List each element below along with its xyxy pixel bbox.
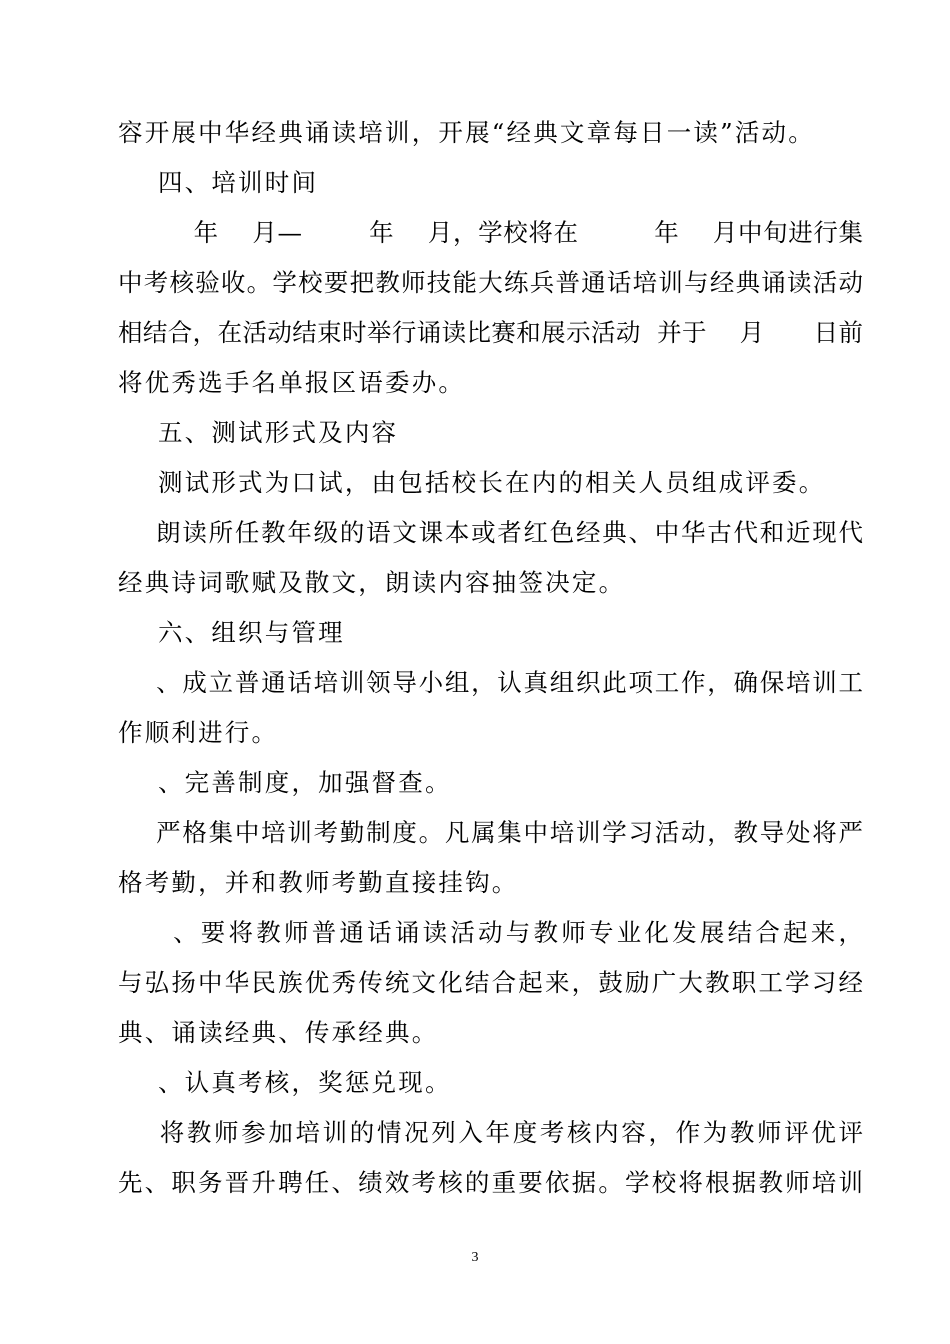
- text-line-12: 、成立普通话培训领导小组，认真组织此项工作，确保培训工: [118, 668, 863, 697]
- text-line-10: 经典诗词歌赋及散文，朗读内容抽签决定。: [118, 568, 626, 597]
- text-line-16: 格考勤，并和教师考勤直接挂钩。: [118, 868, 519, 897]
- text-line-15: 严格集中培训考勤制度。凡属集中培训学习活动，教导处将严: [118, 818, 863, 847]
- text-line-8: 测试形式为口试，由包括校长在内的相关人员组成评委。: [118, 468, 826, 497]
- text-line-20: 、认真考核，奖惩兑现。: [118, 1068, 452, 1097]
- text-line-1: 容开展中华经典诵读培训，开展“经典文章每日一读”活动。: [118, 118, 815, 147]
- section-heading-training-time: 四、培训时间: [118, 168, 319, 197]
- text-line-21: 将教师参加培训的情况列入年度考核内容，作为教师评优评: [118, 1118, 863, 1147]
- section-heading-organization: 六、组织与管理: [118, 618, 345, 647]
- text-line-18: 与弘扬中华民族优秀传统文化结合起来，鼓励广大教职工学习经: [118, 968, 863, 997]
- text-line-4: 中考核验收。学校要把教师技能大练兵普通话培训与经典诵读活动: [118, 268, 863, 297]
- text-line-17: 、要将教师普通话诵读活动与教师专业化发展结合起来，: [118, 918, 863, 947]
- text-line-3: 年 月— 年 月，学校将在 年 月中旬进行集: [118, 218, 863, 247]
- text-line-6: 将优秀选手名单报区语委办。: [118, 368, 466, 397]
- section-heading-test-form: 五、测试形式及内容: [118, 418, 399, 447]
- text-line-13: 作顺利进行。: [118, 718, 279, 747]
- text-line-9: 朗读所任教年级的语文课本或者红色经典、中华古代和近现代: [118, 518, 863, 547]
- text-line-22: 先、职务晋升聘任、绩效考核的重要依据。学校将根据教师培训: [118, 1168, 863, 1197]
- text-line-19: 典、诵读经典、传承经典。: [118, 1018, 439, 1047]
- text-line-14: 、完善制度，加强督查。: [118, 768, 452, 797]
- page-number: 3: [471, 1250, 479, 1265]
- text-line-5: 相结合，在活动结束时举行诵读比赛和展示活动 并于 月 日前: [118, 318, 863, 347]
